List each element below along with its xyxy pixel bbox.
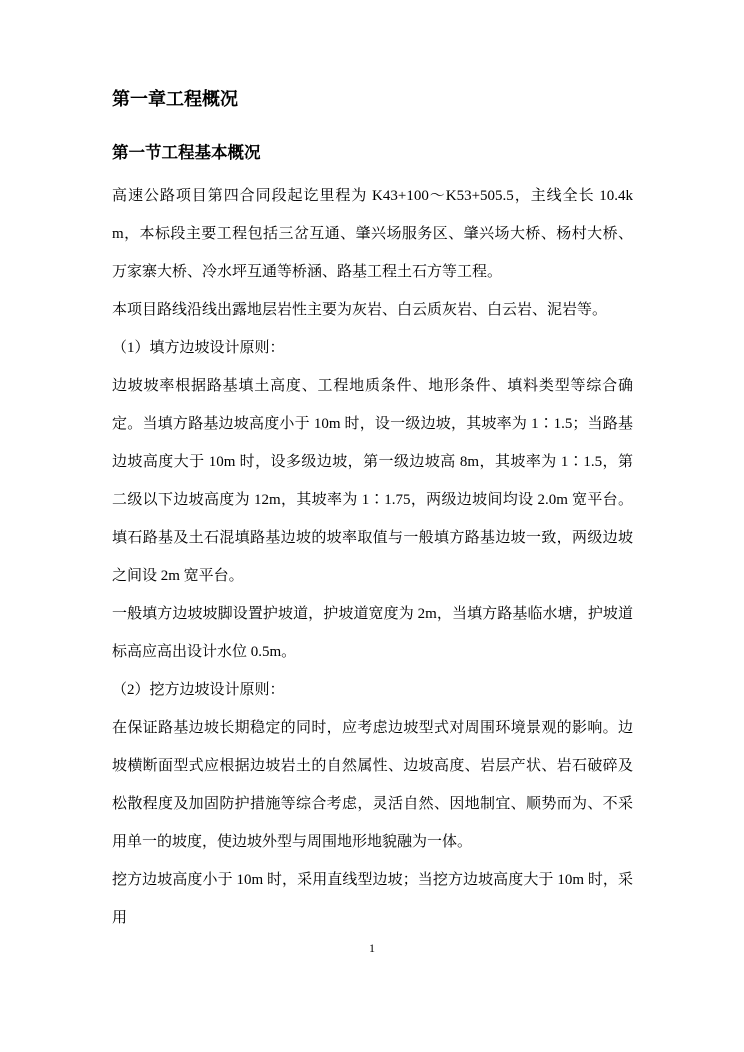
paragraph-fill-slope-principle-title: （1）填方边坡设计原则：	[112, 340, 285, 357]
chapter-heading: 第一章工程概况	[112, 89, 238, 109]
section-heading: 第一节工程基本概况	[112, 142, 261, 162]
paragraph-cut-slope-principle-title: （2）挖方边坡设计原则：	[112, 682, 285, 699]
paragraph-slope-protection-road: 一般填方边坡坡脚设置护坡道，护坡道宽度为 2m，当填方路基临水塘，护坡道标高应高出设计水位 0.5m。	[112, 606, 633, 661]
paragraph-geology: 本项目路线沿线出露地层岩性主要为灰岩、白云质灰岩、白云岩、泥岩等。	[112, 302, 608, 319]
paragraph-cut-slope-height: 挖方边坡高度小于 10m 时，采用直线型边坡；当挖方边坡高度大于 10m 时，采用	[112, 872, 633, 927]
paragraph-fill-slope-details: 边坡坡率根据路基填土高度、工程地质条件、地形条件、填料类型等综合确定。当填方路基边坡高度小于 10m 时，设一级边坡，其坡率为 1∶1.5；当路基边坡高度大于 10m 时，设多级边坡，第一级边坡高 8m，其坡率为 1∶1.5，第二级以下边坡高度为 12m，其坡率为 1∶1.75，两级边坡间均设 2.0m 宽平台。填石路基及土石混填路基边坡的坡率取值与一般填方路基边坡一致，两级边坡之间设 2m 宽平台。	[112, 378, 633, 585]
paragraph-project-scope: 高速公路项目第四合同段起讫里程为 K43+100～K53+505.5，主线全长 10.4km，本标段主要工程包括三岔互通、肇兴场服务区、肇兴场大桥、杨村大桥、万家寨大桥、冷水坪互通等桥涵、路基工程土石方等工程。	[112, 188, 633, 281]
page-number: 1	[369, 941, 375, 955]
paragraph-cut-slope-details: 在保证路基边坡长期稳定的同时，应考虑边坡型式对周围环境景观的影响。边坡横断面型式应根据边坡岩土的自然属性、边坡高度、岩层产状、岩石破碎及松散程度及加固防护措施等综合考虑，灵活自然、因地制宜、顺势而为、不采用单一的坡度，使边坡外型与周围地形地貌融为一体。	[112, 720, 633, 851]
